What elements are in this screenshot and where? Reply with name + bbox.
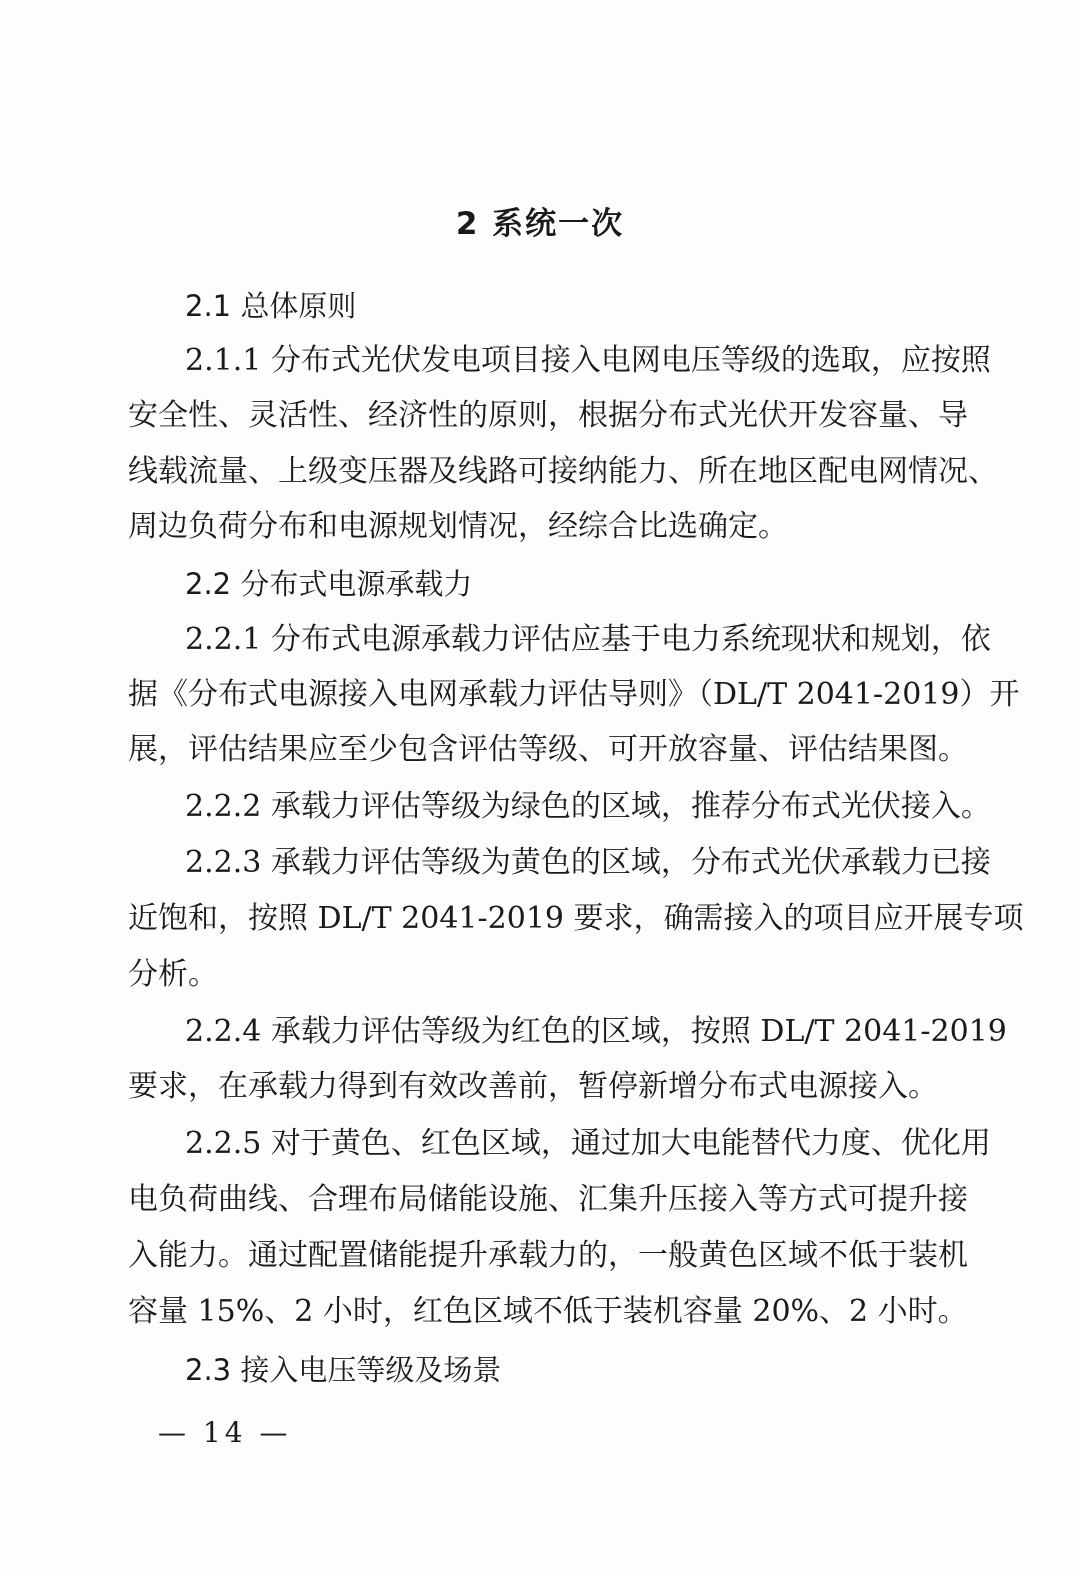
- chapter-title: 2 系统一次: [455, 206, 625, 242]
- paragraph-2-2-1-line-3: 展，评估结果应至少包含评估等级、可开放容量、评估结果图。: [128, 732, 968, 767]
- paragraph-2-1-1-line-4: 周边负荷分布和电源规划情况，经综合比选确定。: [128, 509, 788, 544]
- paragraph-2-2-5-line-3: 入能力。通过配置储能提升承载力的，一般黄色区域不低于装机: [128, 1238, 968, 1273]
- paragraph-2-2-3-line-3: 分析。: [128, 957, 218, 992]
- paragraph-2-2-3-line-2: 近饱和，按照 DL/T 2041-2019 要求，确需接入的项目应开展专项: [128, 901, 1024, 936]
- paragraph-2-2-4-line-2: 要求，在承载力得到有效改善前，暂停新增分布式电源接入。: [128, 1069, 938, 1104]
- paragraph-2-2-3-line-1: 2.2.3 承载力评估等级为黄色的区域，分布式光伏承载力已接: [185, 845, 991, 880]
- paragraph-2-2-4-line-1: 2.2.4 承载力评估等级为红色的区域，按照 DL/T 2041-2019: [185, 1014, 1007, 1049]
- section-heading-2-1: 2.1 总体原则: [185, 289, 357, 323]
- paragraph-2-2-5-line-2: 电负荷曲线、合理布局储能设施、汇集升压接入等方式可提升接: [128, 1182, 968, 1217]
- paragraph-2-2-1-line-2: 据《分布式电源接入电网承载力评估导则》（DL/T 2041-2019）开: [128, 677, 1020, 712]
- paragraph-2-1-1-line-2: 安全性、灵活性、经济性的原则，根据分布式光伏开发容量、导: [128, 398, 968, 433]
- section-heading-2-3: 2.3 接入电压等级及场景: [185, 1353, 502, 1387]
- page-number: — 14 —: [158, 1416, 292, 1449]
- paragraph-2-1-1-line-1: 2.1.1 分布式光伏发电项目接入电网电压等级的选取，应按照: [185, 343, 991, 378]
- paragraph-2-1-1-line-3: 线载流量、上级变压器及线路可接纳能力、所在地区配电网情况、: [128, 454, 998, 489]
- paragraph-2-2-5-line-4: 容量 15%、2 小时，红色区域不低于装机容量 20%、2 小时。: [128, 1294, 968, 1329]
- section-heading-2-2: 2.2 分布式电源承载力: [185, 567, 473, 601]
- paragraph-2-2-1-line-1: 2.2.1 分布式电源承载力评估应基于电力系统现状和规划，依: [185, 622, 991, 657]
- paragraph-2-2-5-line-1: 2.2.5 对于黄色、红色区域，通过加大电能替代力度、优化用: [185, 1126, 991, 1161]
- paragraph-2-2-2-line-1: 2.2.2 承载力评估等级为绿色的区域，推荐分布式光伏接入。: [185, 789, 991, 824]
